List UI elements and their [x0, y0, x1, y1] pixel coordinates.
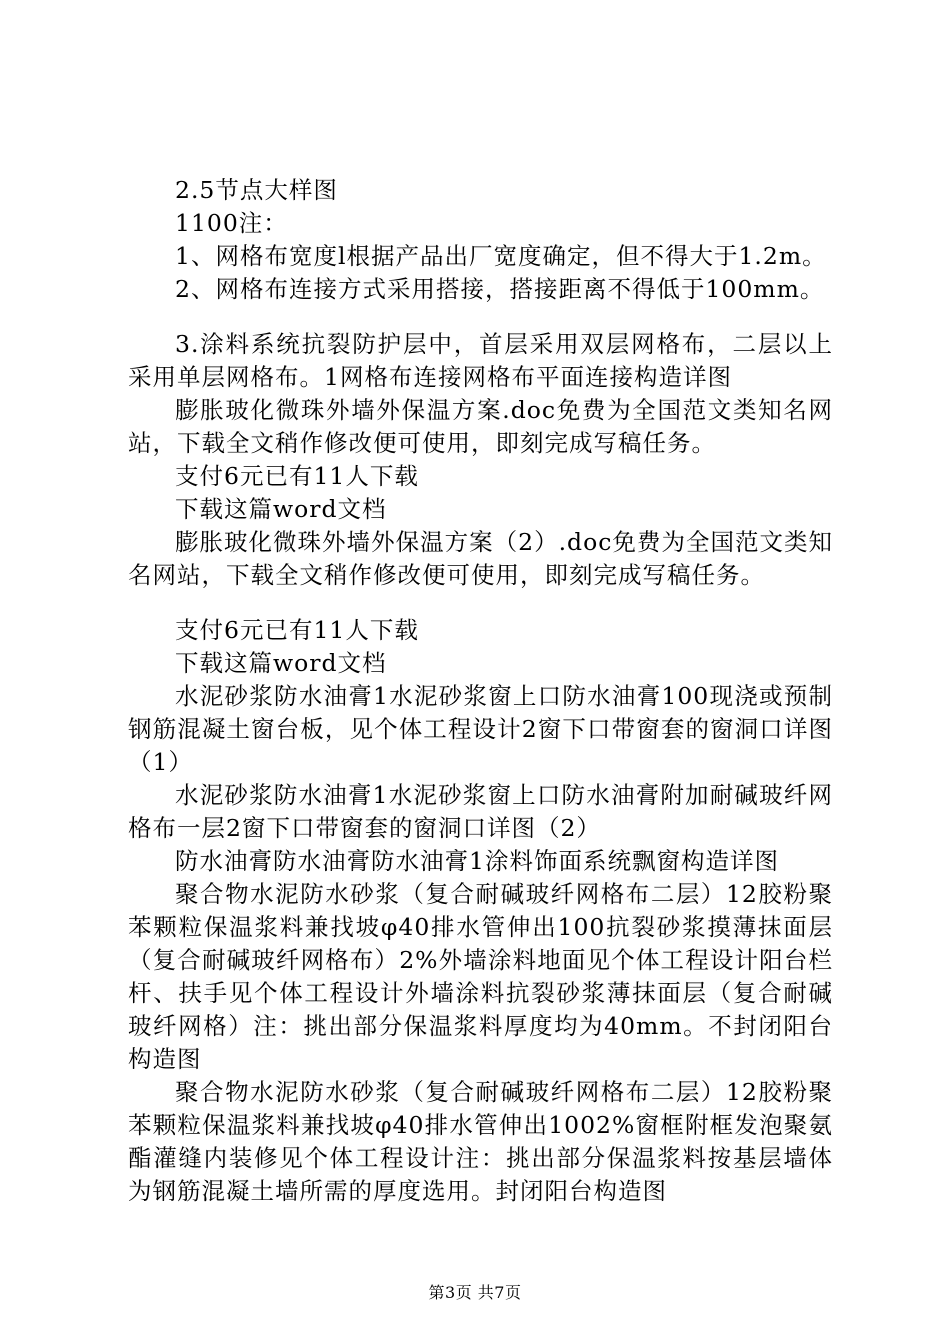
heading-node-detail: 2.5节点大样图 — [175, 176, 338, 204]
open-balcony-detail: 聚合物水泥防水砂浆（复合耐碱玻纤网格布二层）12胶粉聚苯颗粒保温浆料兼找坡φ40排水管伸出100抗裂砂浆摸薄抹面层（复合耐碱玻纤网格布）2%外墙涂料地面见个体工程设计阳台栏杆、扶手见个体工程设计外墙涂料抗裂砂浆薄抹面层（复合耐碱玻纤网格）注：挑出部分保温浆料厚度均为40mm。不封闭阳台构造图 — [128, 880, 833, 1073]
note-item-3: 3.涂料系统抗裂防护层中，首层采用双层网格布，二层以上采用单层网格布。1网格布连接网格布平面连接构造详图 — [128, 330, 833, 391]
promo-text-2: 膨胀玻化微珠外墙外保温方案（2）.doc免费为全国范文类知名网站，下载全文稍作修改便可使用，即刻完成写稿任务。 — [128, 528, 833, 589]
page-number: 第3页 共7页 — [428, 1283, 522, 1302]
promo-text-1: 膨胀玻化微珠外墙外保温方案.doc免费为全国范文类知名网站，下载全文稍作修改便可使用，即刻完成写稿任务。 — [128, 396, 833, 457]
page-footer — [0, 1283, 950, 1303]
note-label: 1100注： — [175, 209, 288, 237]
download-word-link-1[interactable]: 下载这篇word文档 — [175, 495, 387, 523]
pay-download-text-1[interactable]: 支付6元已有11人下载 — [175, 462, 419, 490]
window-detail-2: 水泥砂浆防水油膏1水泥砂浆窗上口防水油膏附加耐碱玻纤网格布一层2窗下口带窗套的窗洞口详图（2） — [128, 781, 833, 842]
note-item-1: 1、网格布宽度l根据产品出厂宽度确定，但不得大于1.2m。 — [175, 242, 827, 270]
bay-window-detail: 防水油膏防水油膏防水油膏1涂料饰面系统飘窗构造详图 — [175, 847, 779, 875]
closed-balcony-detail: 聚合物水泥防水砂浆（复合耐碱玻纤网格布二层）12胶粉聚苯颗粒保温浆料兼找坡φ40排水管伸出1002%窗框附框发泡聚氨酯灌缝内装修见个体工程设计注：挑出部分保温浆料按基层墙体为钢筋混凝土墙所需的厚度选用。封闭阳台构造图 — [128, 1078, 833, 1205]
note-item-2: 2、网格布连接方式采用搭接，搭接距离不得低于100mm。 — [175, 275, 825, 303]
pay-download-text-2[interactable]: 支付6元已有11人下载 — [175, 616, 419, 644]
document-body — [128, 174, 833, 1208]
window-detail-1: 水泥砂浆防水油膏1水泥砂浆窗上口防水油膏100现浇或预制钢筋混凝土窗台板，见个体工程设计2窗下口带窗套的窗洞口详图（1） — [128, 682, 833, 776]
download-word-link-2[interactable]: 下载这篇word文档 — [175, 649, 387, 677]
